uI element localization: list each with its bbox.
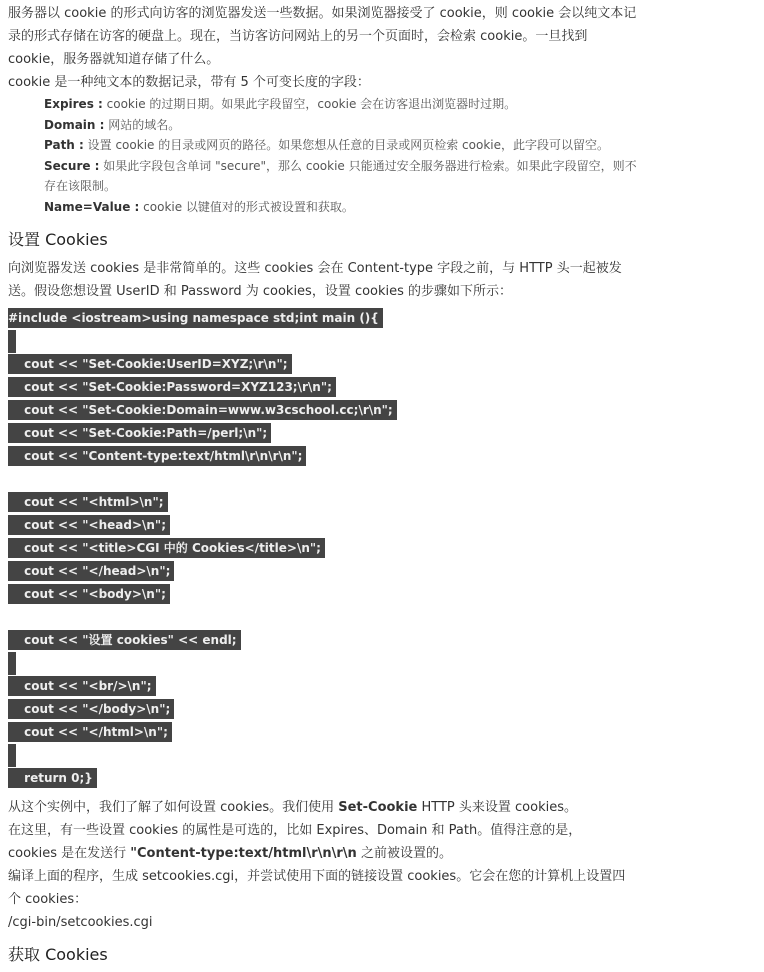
explanation-line-3: cookies 是在发送行 "Content-type:text/html\r\n\r\n 之前被设置的。 [8, 846, 452, 861]
code-line: return 0;} [8, 767, 638, 790]
explanation-line-4: 编译上面的程序，生成 setcookies.cgi，并尝试使用下面的链接设置 cookies。它会在您的计算机上设置四个 cookies： [8, 869, 626, 907]
code-line: cout << "<title>CGI 中的 Cookies</title>\n"; [8, 537, 638, 560]
field-path: Path : 设置 cookie 的目录或网页的路径。如果您想从任意的目录或网页检索 cookie，此字段可以留空。 [44, 138, 609, 152]
code-line: cout << "Set-Cookie:Password=XYZ123;\r\n"; [8, 376, 638, 399]
section-set-cookies-desc: 向浏览器发送 cookies 是非常简单的。这些 cookies 会在 Content-type 字段之前，与 HTTP 头一起被发送。假设您想设置 UserID 和 Password 为 cookies，设置 cookies 的步骤如下所示： [8, 261, 622, 299]
code-line: cout << "<head>\n"; [8, 514, 638, 537]
cgi-path: /cgi-bin/setcookies.cgi [8, 915, 153, 930]
code-line: cout << "</body>\n"; [8, 698, 638, 721]
section-title-get-cookies: 获取 Cookies [8, 945, 108, 964]
article-content [8, 0, 638, 972]
field-domain: Domain : 网站的域名。 [44, 117, 181, 132]
code-line-empty [8, 652, 638, 675]
code-line: cout << "<br/>\n"; [8, 675, 638, 698]
code-line: cout << "Set-Cookie:Domain=www.w3cschool.cc;\r\n"; [8, 399, 638, 422]
code-line: cout << "Set-Cookie:UserID=XYZ;\r\n"; [8, 353, 638, 376]
code-line-empty [8, 330, 638, 353]
cookie-fields-list [44, 94, 638, 217]
code-line: #include <iostream>using namespace std;int main (){ [8, 307, 638, 330]
explanation-line-2: 在这里，有一些设置 cookies 的属性是可选的，比如 Expires、Domain 和 Path。值得注意的是， [8, 823, 582, 838]
code-gap [8, 468, 638, 491]
explanation-line-1: 从这个实例中，我们了解了如何设置 cookies。我们使用 Set-Cookie HTTP 头来设置 cookies。 [8, 800, 577, 815]
code-gap [8, 606, 638, 629]
code-line-empty [8, 744, 638, 767]
section-title-set-cookies: 设置 Cookies [8, 230, 108, 249]
code-line: cout << "<body>\n"; [8, 583, 638, 606]
field-secure: Secure : 如果此字段包含单词 "secure"，那么 cookie 只能通过安全服务器进行检索。如果此字段留空，则不存在该限制。 [44, 158, 637, 193]
code-line: cout << "<html>\n"; [8, 491, 638, 514]
code-block-set-cookies [8, 307, 638, 790]
code-line: cout << "设置 cookies" << endl; [8, 629, 638, 652]
field-expires: Expires : cookie 的过期日期。如果此字段留空，cookie 会在访客退出浏览器时过期。 [44, 97, 517, 111]
code-line: cout << "Set-Cookie:Path=/perl;\n"; [8, 422, 638, 445]
code-line: cout << "Content-type:text/html\r\n\r\n"; [8, 445, 638, 468]
code-line: cout << "</html>\n"; [8, 721, 638, 744]
intro-paragraph: 服务器以 cookie 的形式向访客的浏览器发送一些数据。如果浏览器接受了 cookie，则 cookie 会以纯文本记录的形式存储在访客的硬盘上。现在，当访客访问网站上的另一个页面时，会检索 cookie。一旦找到 cookie，服务器就知道存储了什么。 [8, 6, 637, 67]
field-name-value: Name=Value : cookie 以键值对的形式被设置和获取。 [44, 199, 354, 214]
explanation-block [8, 796, 638, 934]
fields-intro: cookie 是一种纯文本的数据记录，带有 5 个可变长度的字段： [8, 75, 370, 90]
code-line: cout << "</head>\n"; [8, 560, 638, 583]
